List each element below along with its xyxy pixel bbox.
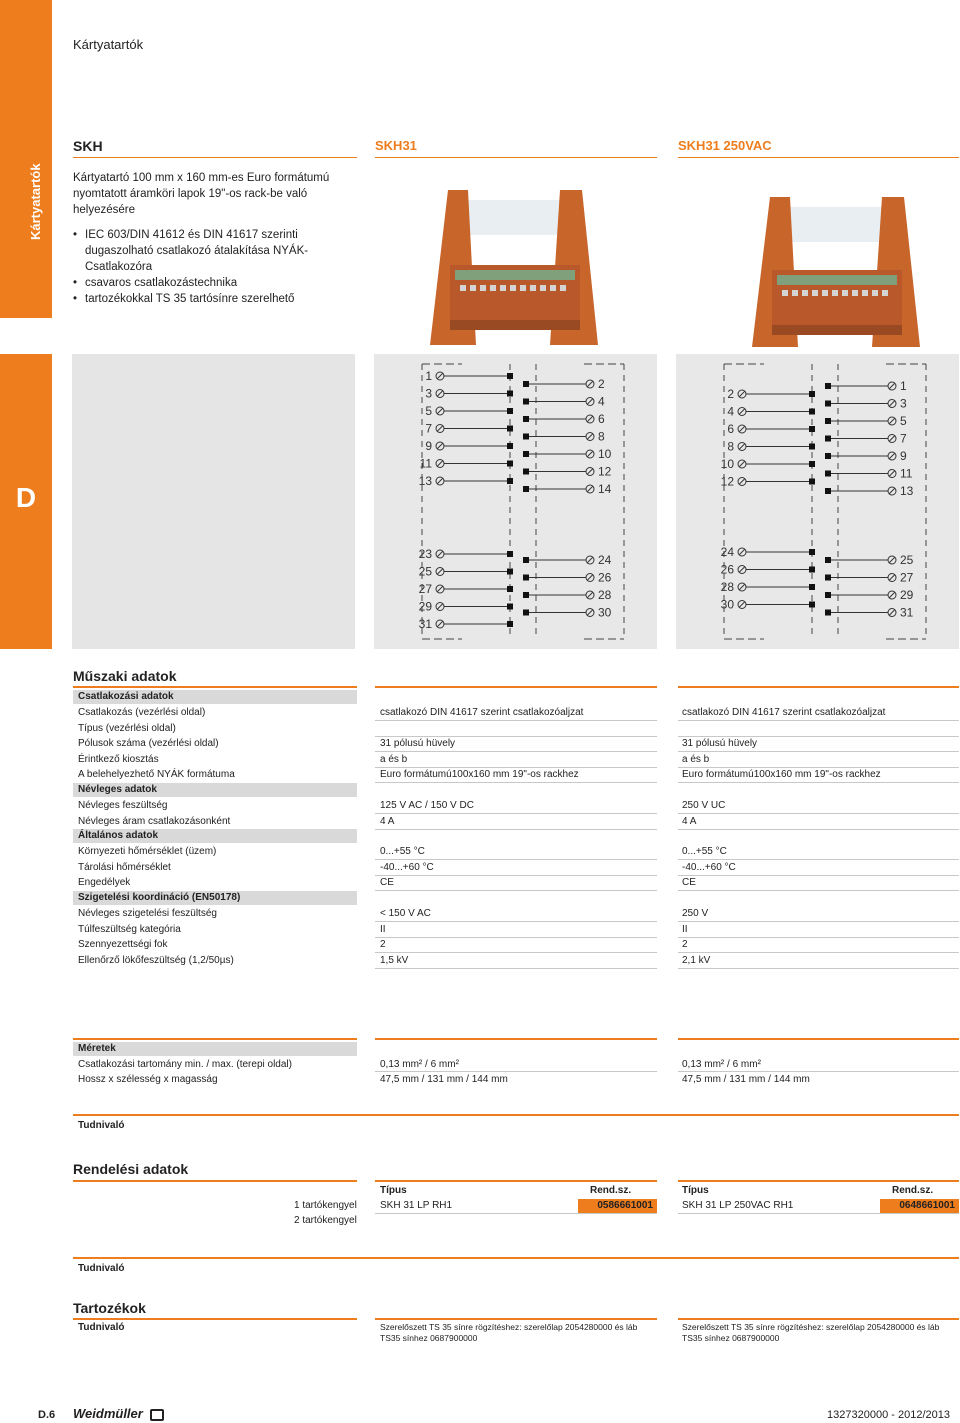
pin-slash bbox=[739, 426, 745, 432]
spec-label: Környezeti hőmérséklet (üzem) bbox=[78, 846, 217, 858]
product-photo-a bbox=[420, 170, 610, 350]
pin-contact bbox=[809, 391, 815, 397]
column-b-title: SKH31 250VAC bbox=[678, 138, 959, 158]
pin-label: 6 bbox=[727, 422, 734, 436]
column-a-title: SKH31 bbox=[375, 138, 657, 158]
pin-label: 28 bbox=[598, 588, 612, 602]
pin-label: 11 bbox=[900, 466, 913, 481]
note-label: Tudnivaló bbox=[78, 1263, 125, 1274]
spec-value-b: csatlakozó DIN 41617 szerint csatlakozóaljzat bbox=[682, 707, 886, 718]
pin-contact bbox=[507, 586, 513, 592]
wiring-diagram-a bbox=[374, 354, 657, 649]
pin-label: 9 bbox=[425, 439, 432, 453]
pin-slash bbox=[739, 549, 745, 555]
row-rule bbox=[375, 1213, 657, 1214]
spec-value-b: 0...+55 °C bbox=[682, 846, 727, 858]
side-tab bbox=[0, 0, 52, 318]
page-title: Kártyatartók bbox=[73, 37, 144, 52]
pin-contact bbox=[507, 373, 513, 379]
pin-label: 31 bbox=[900, 605, 914, 620]
pin-contact bbox=[809, 549, 815, 555]
spec-value-b: 250 V bbox=[682, 908, 709, 919]
pin-contact bbox=[825, 471, 831, 477]
pin-label: 25 bbox=[418, 564, 432, 579]
divider bbox=[678, 686, 959, 688]
pin-contact bbox=[523, 575, 529, 581]
page-number: D.6 bbox=[38, 1409, 56, 1421]
pin-contact bbox=[507, 621, 513, 627]
pin-label: 4 bbox=[598, 394, 605, 409]
pin-label: 31 bbox=[418, 617, 432, 631]
spec-group-head: Névleges adatok bbox=[73, 783, 357, 797]
pin-contact bbox=[507, 408, 513, 414]
spec-label: Ellenőrző lökőfeszültség (1,2/50µs) bbox=[78, 954, 234, 966]
note-label: Tudnivaló bbox=[78, 1322, 125, 1333]
pin-slash bbox=[587, 416, 593, 422]
spec-value-b: CE bbox=[682, 877, 696, 889]
pin-label: 29 bbox=[900, 588, 914, 602]
brand-logo: Weidmüller bbox=[73, 1406, 143, 1421]
pin-label: 10 bbox=[720, 457, 734, 471]
pin-contact bbox=[809, 426, 815, 432]
feature-item: • tartozékokkal TS 35 tartósínre szerelhető bbox=[73, 291, 358, 307]
pin-slash bbox=[739, 584, 745, 590]
pin-contact bbox=[825, 610, 831, 616]
pin-label: 26 bbox=[720, 562, 734, 577]
spec-group-head: Szigetelési koordináció (EN50178) bbox=[73, 891, 357, 905]
spec-value-a: 31 pólusú hüvely bbox=[380, 738, 456, 750]
pin-slash bbox=[587, 434, 593, 440]
pin-contact bbox=[825, 401, 831, 407]
pin-label: 24 bbox=[598, 553, 612, 567]
spec-label: Szennyezettségi fok bbox=[78, 939, 168, 951]
pin-slash bbox=[587, 575, 593, 581]
pin-slash bbox=[437, 478, 443, 484]
pin-label: 5 bbox=[900, 414, 907, 428]
pin-slash bbox=[587, 399, 593, 405]
diagram-placeholder bbox=[72, 354, 355, 649]
pin-label: 25 bbox=[900, 553, 914, 567]
pin-label: 1 bbox=[425, 369, 432, 383]
spec-label: Típus (vezérlési oldal) bbox=[78, 722, 176, 734]
row-rule bbox=[375, 829, 657, 830]
pin-label: 9 bbox=[900, 449, 907, 463]
row-rule bbox=[678, 751, 959, 752]
product-name: SKH bbox=[73, 138, 357, 158]
pin-slash bbox=[437, 408, 443, 414]
pin-contact bbox=[825, 418, 831, 424]
dimension-label: Csatlakozási tartomány min. / max. (terepi oldal) bbox=[78, 1059, 292, 1070]
row-rule bbox=[678, 921, 959, 922]
divider bbox=[73, 1318, 357, 1320]
pin-slash bbox=[587, 469, 593, 475]
pin-label: 12 bbox=[598, 464, 612, 479]
accessory-text-a: Szerelőszett TS 35 sínre rögzítéshez: szerelőlap 2054280000 és láb TS35 sínhez 0687900000 bbox=[380, 1322, 638, 1343]
spec-value-a: CE bbox=[380, 877, 394, 889]
note-label: Tudnivaló bbox=[78, 1120, 125, 1131]
spec-value-a: II bbox=[380, 923, 386, 935]
divider bbox=[678, 1180, 959, 1182]
spec-group-head: Általános adatok bbox=[73, 829, 357, 843]
pin-label: 7 bbox=[900, 431, 907, 446]
feature-item: • IEC 603/DIN 41612 és DIN 41617 szerinti dugaszolható csatlakozó átalakítása NYÁK-Csatlakozóra bbox=[73, 227, 358, 275]
pin-slash bbox=[889, 471, 895, 477]
order-number-a[interactable]: 0586661001 bbox=[578, 1199, 657, 1213]
quantity-label: 1 tartókengyel bbox=[294, 1200, 357, 1211]
divider bbox=[375, 686, 657, 688]
pin-slash bbox=[587, 610, 593, 616]
specs-title: Műszaki adatok bbox=[73, 668, 177, 684]
pin-contact bbox=[809, 444, 815, 450]
spec-label: Névleges áram csatlakozásonként bbox=[78, 815, 231, 827]
pin-label: 6 bbox=[598, 412, 605, 426]
pin-slash bbox=[889, 383, 895, 389]
dimension-value-a: 47,5 mm / 131 mm / 144 mm bbox=[380, 1074, 508, 1085]
pin-label: 14 bbox=[598, 482, 612, 496]
dimension-label: Hossz x szélesség x magasság bbox=[78, 1074, 218, 1085]
pin-contact bbox=[507, 391, 513, 397]
divider bbox=[73, 1180, 357, 1182]
feature-item: • csavaros csatlakozástechnika bbox=[73, 275, 358, 291]
pin-label: 12 bbox=[720, 474, 734, 489]
divider bbox=[73, 1114, 959, 1116]
pin-contact bbox=[507, 551, 513, 557]
pin-slash bbox=[587, 486, 593, 492]
divider bbox=[678, 1038, 959, 1040]
pin-slash bbox=[889, 610, 895, 616]
accessories-title: Tartozékok bbox=[73, 1300, 146, 1316]
spec-value-b: 2,1 kV bbox=[682, 954, 711, 966]
divider bbox=[375, 1318, 657, 1320]
row-rule bbox=[375, 720, 657, 721]
pin-slash bbox=[889, 575, 895, 581]
order-type-a: SKH 31 LP RH1 bbox=[380, 1200, 453, 1211]
pin-slash bbox=[739, 409, 745, 415]
spec-value-a: 4 A bbox=[380, 815, 395, 827]
pin-label: 27 bbox=[900, 570, 914, 585]
row-rule bbox=[375, 890, 657, 891]
spec-value-a: < 150 V AC bbox=[380, 908, 431, 919]
pin-contact bbox=[825, 488, 831, 494]
spec-value-a: -40...+60 °C bbox=[380, 861, 434, 873]
catalog-code: 1327320000 - 2012/2013 bbox=[827, 1409, 950, 1421]
spec-group-head: Csatlakozási adatok bbox=[73, 690, 357, 704]
divider bbox=[375, 1180, 657, 1182]
pin-contact bbox=[523, 434, 529, 440]
row-rule bbox=[375, 782, 657, 783]
pin-label: 3 bbox=[900, 396, 907, 411]
pin-label: 8 bbox=[598, 429, 605, 444]
quantity-label: 2 tartókengyel bbox=[294, 1215, 357, 1226]
row-rule bbox=[375, 751, 657, 752]
spec-value-b: 31 pólusú hüvely bbox=[682, 738, 758, 750]
spec-value-a: 125 V AC / 150 V DC bbox=[380, 800, 474, 811]
pin-label: 28 bbox=[720, 580, 734, 594]
spec-value-b: Euro formátumú100x160 mm 19"-os rackhez bbox=[682, 769, 881, 781]
pin-slash bbox=[587, 451, 593, 457]
spec-value-b: 250 V UC bbox=[682, 800, 726, 811]
pin-slash bbox=[889, 592, 895, 598]
spec-value-a: csatlakozó DIN 41617 szerint csatlakozóaljzat bbox=[380, 707, 584, 718]
spec-value-a: Euro formátumú100x160 mm 19"-os rackhez bbox=[380, 769, 579, 781]
pin-contact bbox=[523, 469, 529, 475]
pin-slash bbox=[437, 621, 443, 627]
pin-label: 13 bbox=[418, 474, 432, 488]
ordering-title: Rendelési adatok bbox=[73, 1161, 189, 1177]
pin-contact bbox=[825, 383, 831, 389]
row-rule bbox=[678, 875, 959, 876]
row-rule bbox=[678, 937, 959, 938]
pin-label: 10 bbox=[598, 447, 612, 461]
accessory-text-b: Szerelőszett TS 35 sínre rögzítéshez: szerelőlap 2054280000 és láb TS35 sínhez 0687900000 bbox=[682, 1322, 940, 1343]
pin-slash bbox=[587, 381, 593, 387]
side-tab-label: Kártyatartók bbox=[28, 163, 43, 240]
pin-label: 4 bbox=[727, 404, 734, 419]
section-tab bbox=[0, 354, 52, 649]
pin-slash bbox=[739, 567, 745, 573]
row-rule bbox=[678, 1213, 959, 1214]
pin-contact bbox=[523, 557, 529, 563]
row-rule bbox=[678, 720, 959, 721]
brand-mark-icon bbox=[150, 1409, 164, 1421]
pin-slash bbox=[889, 436, 895, 442]
type-header-a: Típus bbox=[380, 1185, 407, 1196]
spec-value-a: 0...+55 °C bbox=[380, 846, 425, 858]
pin-slash bbox=[739, 602, 745, 608]
pin-label: 8 bbox=[727, 439, 734, 454]
row-rule bbox=[678, 968, 959, 969]
pin-label: 1 bbox=[900, 379, 907, 393]
pin-contact bbox=[809, 479, 815, 485]
pin-contact bbox=[825, 592, 831, 598]
spec-label: Érintkező kiosztás bbox=[78, 753, 159, 765]
spec-label: Tárolási hőmérséklet bbox=[78, 861, 171, 873]
spec-value-b: 2 bbox=[682, 939, 688, 951]
divider bbox=[73, 1257, 959, 1259]
spec-label: A belehelyezhető NYÁK formátuma bbox=[78, 769, 235, 781]
pin-contact bbox=[507, 478, 513, 484]
pin-label: 23 bbox=[418, 547, 432, 561]
pin-label: 24 bbox=[720, 545, 734, 559]
pin-label: 30 bbox=[720, 597, 734, 612]
divider bbox=[678, 1318, 959, 1320]
pin-contact bbox=[523, 416, 529, 422]
divider bbox=[375, 1038, 657, 1040]
pin-slash bbox=[437, 604, 443, 610]
pin-slash bbox=[739, 461, 745, 467]
row-rule bbox=[375, 968, 657, 969]
pin-slash bbox=[889, 453, 895, 459]
pin-contact bbox=[809, 602, 815, 608]
order-number-b[interactable]: 0648661001 bbox=[880, 1199, 959, 1213]
row-rule bbox=[375, 952, 657, 953]
pin-slash bbox=[437, 586, 443, 592]
row-rule bbox=[375, 875, 657, 876]
pin-contact bbox=[825, 575, 831, 581]
pin-label: 5 bbox=[425, 404, 432, 418]
pin-contact bbox=[523, 610, 529, 616]
spec-label: Engedélyek bbox=[78, 877, 131, 889]
dimensions-head: Méretek bbox=[73, 1042, 357, 1056]
pin-slash bbox=[437, 391, 443, 397]
feature-list bbox=[73, 227, 358, 307]
divider bbox=[73, 686, 357, 688]
wiring-diagram-b bbox=[676, 354, 959, 649]
dimension-value-a: 0,13 mm² / 6 mm² bbox=[380, 1059, 459, 1070]
pin-label: 27 bbox=[418, 582, 432, 596]
type-header-b: Típus bbox=[682, 1185, 709, 1196]
spec-label: Pólusok száma (vezérlési oldal) bbox=[78, 738, 219, 750]
section-letter: D bbox=[15, 482, 37, 513]
row-rule bbox=[678, 952, 959, 953]
pin-contact bbox=[507, 426, 513, 432]
pin-contact bbox=[523, 399, 529, 405]
spec-value-a: 1,5 kV bbox=[380, 954, 409, 966]
wiring-diagram-a-svg bbox=[374, 354, 657, 649]
pin-label: 26 bbox=[598, 570, 612, 585]
pin-label: 3 bbox=[425, 386, 432, 401]
pin-label: 29 bbox=[418, 599, 432, 614]
pin-slash bbox=[437, 551, 443, 557]
spec-value-a: 2 bbox=[380, 939, 386, 951]
ordno-header-b: Rend.sz. bbox=[892, 1185, 934, 1196]
pin-contact bbox=[825, 436, 831, 442]
pin-contact bbox=[507, 569, 513, 575]
pin-contact bbox=[825, 453, 831, 459]
pin-label: 7 bbox=[425, 421, 432, 436]
pin-contact bbox=[809, 567, 815, 573]
pin-slash bbox=[437, 461, 443, 467]
pin-slash bbox=[739, 391, 745, 397]
ordno-header-a: Rend.sz. bbox=[590, 1185, 632, 1196]
pin-label: 13 bbox=[900, 484, 914, 498]
pin-slash bbox=[739, 479, 745, 485]
pin-label: 30 bbox=[598, 605, 612, 620]
spec-label: Túlfeszültség kategória bbox=[78, 923, 181, 935]
pin-slash bbox=[739, 444, 745, 450]
pin-slash bbox=[889, 557, 895, 563]
pin-slash bbox=[437, 569, 443, 575]
pin-contact bbox=[825, 557, 831, 563]
pin-slash bbox=[889, 488, 895, 494]
pin-slash bbox=[437, 426, 443, 432]
spec-label: Névleges szigetelési feszültség bbox=[78, 908, 217, 919]
dimension-value-b: 47,5 mm / 131 mm / 144 mm bbox=[682, 1074, 810, 1085]
row-rule bbox=[375, 813, 657, 814]
pin-contact bbox=[507, 461, 513, 467]
pin-slash bbox=[889, 401, 895, 407]
pin-contact bbox=[507, 443, 513, 449]
spec-value-b: II bbox=[682, 923, 688, 935]
pin-contact bbox=[809, 584, 815, 590]
pin-label: 11 bbox=[419, 456, 432, 471]
row-rule bbox=[375, 921, 657, 922]
pin-contact bbox=[809, 409, 815, 415]
spec-label: Csatlakozás (vezérlési oldal) bbox=[78, 707, 206, 718]
spec-value-b: -40...+60 °C bbox=[682, 861, 736, 873]
pin-slash bbox=[437, 443, 443, 449]
row-rule bbox=[678, 829, 959, 830]
pin-slash bbox=[587, 557, 593, 563]
pin-slash bbox=[889, 418, 895, 424]
pin-contact bbox=[523, 381, 529, 387]
dimension-value-b: 0,13 mm² / 6 mm² bbox=[682, 1059, 761, 1070]
wiring-diagram-b-svg bbox=[676, 354, 959, 649]
pin-label: 2 bbox=[727, 387, 734, 401]
product-photo-b bbox=[742, 182, 932, 352]
row-rule bbox=[678, 890, 959, 891]
pin-label: 2 bbox=[598, 377, 605, 391]
pin-contact bbox=[507, 604, 513, 610]
pin-contact bbox=[523, 592, 529, 598]
spec-value-a: a és b bbox=[380, 753, 408, 765]
pin-slash bbox=[587, 592, 593, 598]
divider bbox=[73, 1038, 357, 1040]
row-rule bbox=[678, 813, 959, 814]
pin-contact bbox=[809, 461, 815, 467]
row-rule bbox=[375, 937, 657, 938]
row-rule bbox=[678, 782, 959, 783]
pin-contact bbox=[523, 486, 529, 492]
spec-value-b: 4 A bbox=[682, 815, 697, 827]
pin-slash bbox=[437, 373, 443, 379]
spec-label: Névleges feszültség bbox=[78, 800, 168, 811]
product-intro: Kártyatartó 100 mm x 160 mm-es Euro formátumú nyomtatott áramköri lapok 19"-os rack-be való helyezésére bbox=[73, 172, 330, 216]
order-type-b: SKH 31 LP 250VAC RH1 bbox=[682, 1200, 794, 1211]
pin-contact bbox=[523, 451, 529, 457]
spec-value-b: a és b bbox=[682, 753, 710, 765]
